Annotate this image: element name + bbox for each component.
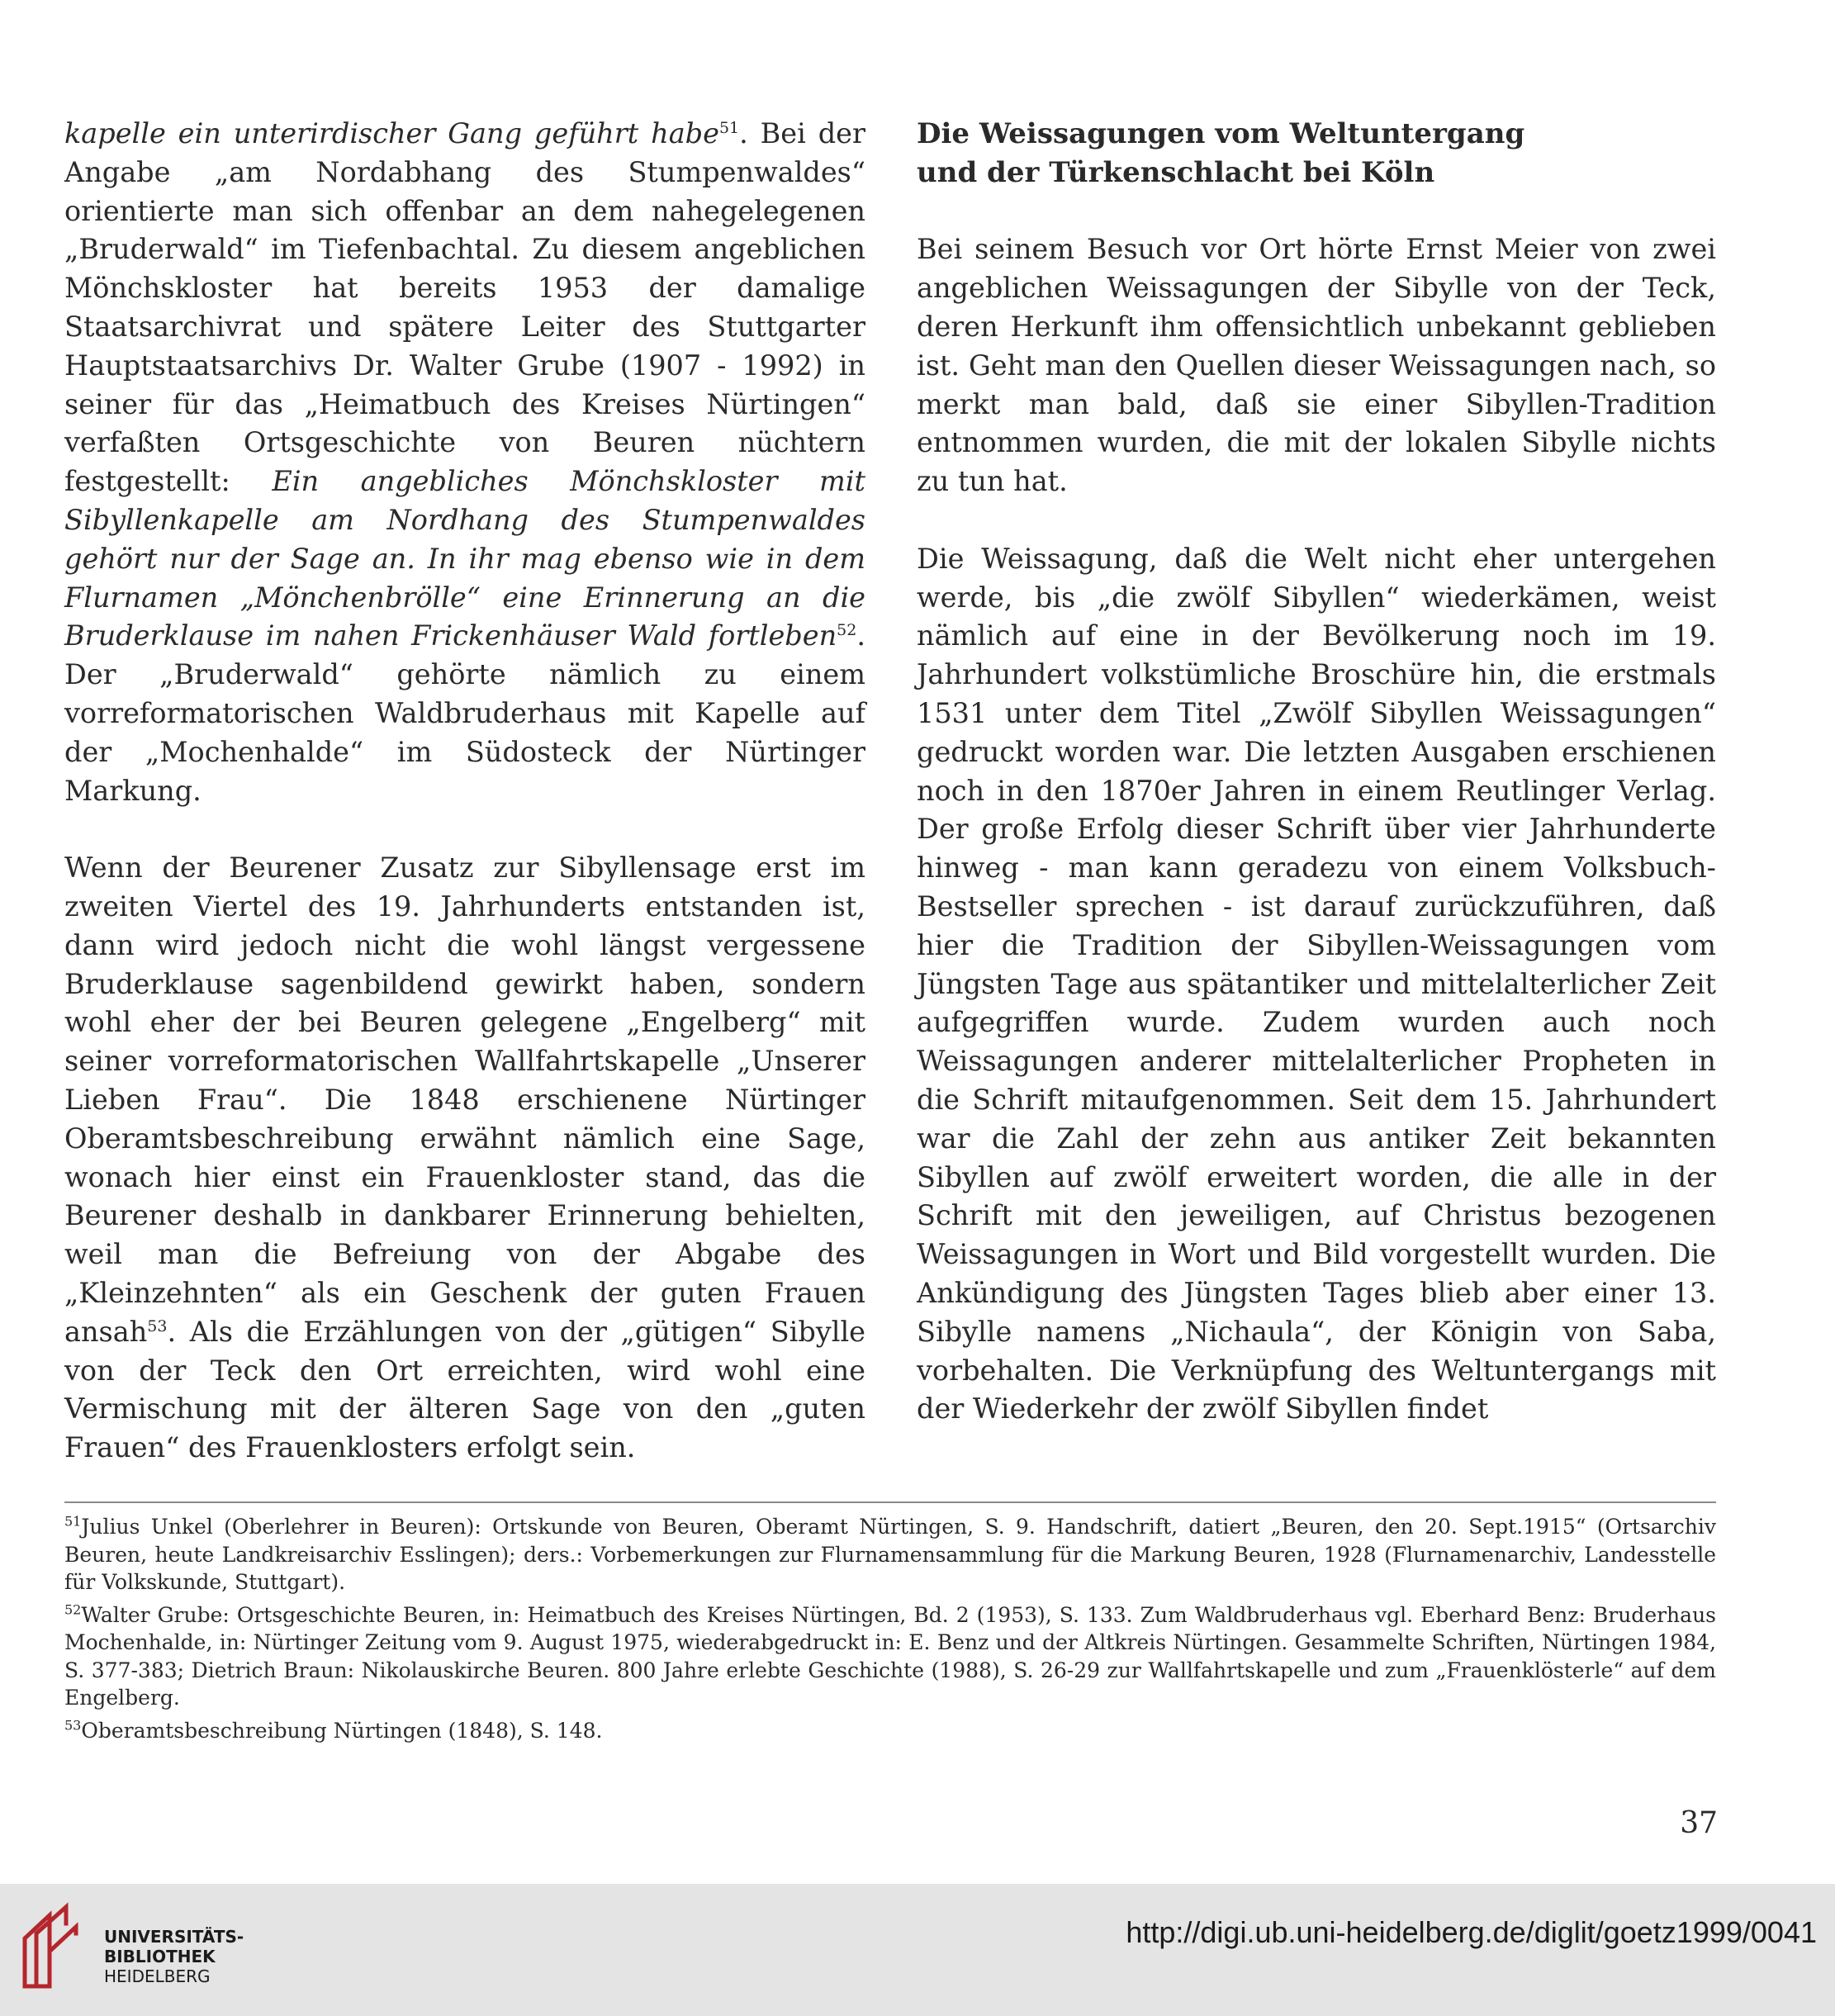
paragraph-text: . Bei der Angabe „am Nordabhang des Stumpenwaldes“ orientierte man sich offenbar an dem nahegelegenen „Bruderwald“ im Tiefenbachtal. Zu diesem angeblichen Mönchskloster hat bereits 1953 der damalige Staatsarchivrat und spätere Leiter des Stuttgarter Hauptstaatsarchivs Dr. Walter Grube (1907 - 1992) in seiner für das „Heimatbuch des Kreises Nürtingen“ verfaßten Ortsgeschichte von Beuren nüchtern festgestellt: bbox=[64, 117, 865, 498]
library-logo-text bbox=[104, 1927, 244, 1986]
footnote-53 bbox=[64, 1717, 1716, 1745]
footnote-ref-51[interactable]: 51 bbox=[718, 118, 740, 137]
footnotes bbox=[64, 1513, 1716, 1749]
footnote-51 bbox=[64, 1513, 1716, 1596]
source-url-link[interactable]: http://digi.ub.uni-heidelberg.de/diglit/goetz1999/0041 bbox=[1126, 1915, 1817, 1949]
footnote-text: Oberamtsbeschreibung Nürtingen (1848), S. 148. bbox=[81, 1718, 603, 1743]
logo-line-1: UNIVERSITÄTS- bbox=[104, 1927, 244, 1947]
left-column bbox=[64, 115, 865, 1468]
footnote-number: 51 bbox=[64, 1513, 82, 1530]
italic-text: kapelle ein unterirdischer Gang geführt habe bbox=[64, 117, 719, 149]
heading-line-2: und der Türkenschlacht bei Köln bbox=[917, 155, 1435, 189]
page-number: 37 bbox=[1680, 1806, 1718, 1840]
logo-strokes bbox=[25, 1907, 76, 1986]
footnote-divider bbox=[64, 1501, 1716, 1503]
right-paragraph-2: Die Weissagung, daß die Welt nicht eher untergehen werde, bis „die zwölf Sibyllen“ wiederkämen, weist nämlich auf eine in der Bevölkerung noch im 19. Jahrhundert volkstümliche Broschüre hin, die erstmals 1531 unter dem Titel „Zwölf Sibyllen Weissagungen“ gedruckt worden war. Die letzten Ausgaben erschienen noch in den 1870er Jahren in einem Reutlinger Verlag. Der große Erfolg dieser Schrift über vier Jahrhunderte hinweg - man kann geradezu von einem Volksbuch-Bestseller sprechen - ist darauf zurückzuführen, daß hier die Tradition der Sibyllen-Weissagungen vom Jüngsten Tage aus spätantiker und mittelalterlicher Zeit aufgegriffen wurde. Zudem wurden auch noch Weissagungen anderer mittelalterlicher Propheten in die Schrift mitaufgenommen. Seit dem 15. Jahrhundert war die Zahl der zehn aus antiker Zeit bekannten Sibyllen auf zwölf erweitert worden, die alle in der Schrift mit den jeweiligen, auf Christus bezogenen Weissagungen in Wort und Bild vorgestellt wurden. Die Ankündigung des Jüngsten Tages blieb aber einer 13. Sibylle namens „Nichaula“, der Königin von Saba, vorbehalten. Die Verknüpfung des Weltuntergangs mit der Wiederkehr der zwölf Sibyllen findet bbox=[917, 542, 1716, 1425]
logo-line-2: BIBLIOTHEK bbox=[104, 1947, 216, 1966]
logo-line-3: HEIDELBERG bbox=[104, 1966, 211, 1986]
footnote-ref-52[interactable]: 52 bbox=[837, 621, 857, 640]
section-heading bbox=[917, 115, 1716, 192]
footnote-number: 52 bbox=[64, 1601, 82, 1618]
footnote-number: 53 bbox=[64, 1717, 82, 1734]
footer-bar bbox=[0, 1884, 1835, 2016]
left-paragraph-2 bbox=[64, 849, 865, 1468]
library-logo-icon bbox=[18, 1900, 101, 1999]
footnote-text: Julius Unkel (Oberlehrer in Beuren): Ortskunde von Beuren, Oberamt Nürtingen, S. 9. Handschrift, datiert „Beuren, den 20. Sept.1915“ (Ortsarchiv Beuren, heute Landkreisarchiv Esslingen); ders.: Vorbemerkungen zur Flurnamensammlung für die Markung Beuren, 1928 (Flurnamenarchiv, Landesstelle für Volkskunde, Stuttgart). bbox=[64, 1515, 1716, 1594]
paragraph-text: . Als die Erzählungen von der „gütigen“ Sibylle von der Teck den Ort erreichten, wird wohl eine Vermischung mit der älteren Sage von den „guten Frauen“ des Frauenklosters erfolgt sein. bbox=[64, 1315, 865, 1464]
left-paragraph-1 bbox=[64, 115, 865, 810]
paragraph-text: Wenn der Beurener Zusatz zur Sibyllensage erst im zweiten Viertel des 19. Jahrhunderts entstanden ist, dann wird jedoch nicht die wohl längst vergessene Bruderklause sagenbildend gewirkt haben, sondern wohl eher der bei Beuren gelegene „Engelberg“ mit seiner vorreformatorischen Wallfahrtskapelle „Unserer Lieben Frau“. Die 1848 erschienene Nürtinger Oberamtsbeschreibung erwähnt nämlich eine Sage, wonach hier einst ein Frauenkloster stand, das die Beurener deshalb in dankbarer Erinnerung behielten, weil man die Befreiung von der Abgabe des „Kleinzehnten“ als ein Geschenk der guten Frauen ansah bbox=[64, 851, 865, 1348]
heading-line-1: Die Weissagungen vom Weltuntergang bbox=[917, 117, 1525, 150]
right-paragraph-1: Bei seinem Besuch vor Ort hörte Ernst Meier von zwei angeblichen Weissagungen der Sibylle von der Teck, deren Herkunft ihm offensichtlich unbekannt geblieben ist. Geht man den Quellen dieser Weissagungen nach, so merkt man bald, daß sie einer Sibyllen-Tradition entnommen wurden, die mit der lokalen Sibylle nichts zu tun hat. bbox=[917, 233, 1716, 498]
italic-quote: Ein angebliches Mönchskloster mit Sibyllenkapelle am Nordhang des Stumpenwaldes gehört nur der Sage an. In ihr mag ebenso wie in dem Flurnamen „Mönchenbrölle“ eine Erinnerung an die Bruderklause im nahen Frickenhäuser Wald fortleben bbox=[64, 465, 865, 652]
footnote-ref-53[interactable]: 53 bbox=[147, 1316, 168, 1335]
footnote-52 bbox=[64, 1601, 1716, 1712]
paragraph-text: . Der „Bruderwald“ gehörte nämlich zu einem vorreformatorischen Waldbruderhaus mit Kapelle auf der „Mochenhalde“ im Südosteck der Nürtinger Markung. bbox=[64, 619, 865, 807]
footnote-text: Walter Grube: Ortsgeschichte Beuren, in: Heimatbuch des Kreises Nürtingen, Bd. 2 (1953), S. 133. Zum Waldbruderhaus vgl. Eberhard Benz: Bruderhaus Mochenhalde, in: Nürtinger Zeitung vom 9. August 1975, wiederabgedruckt in: E. Benz und der Altkreis Nürtingen. Gesammelte Schriften, Nürtingen 1984, S. 377-383; Dietrich Braun: Nikolauskirche Beuren. 800 Jahre erlebte Geschichte (1988), S. 26-29 zur Wallfahrtskapelle und zum „Frauenklösterle“ auf dem Engelberg. bbox=[64, 1602, 1716, 1710]
library-logo[interactable] bbox=[18, 1900, 249, 1999]
right-column bbox=[917, 115, 1716, 1429]
